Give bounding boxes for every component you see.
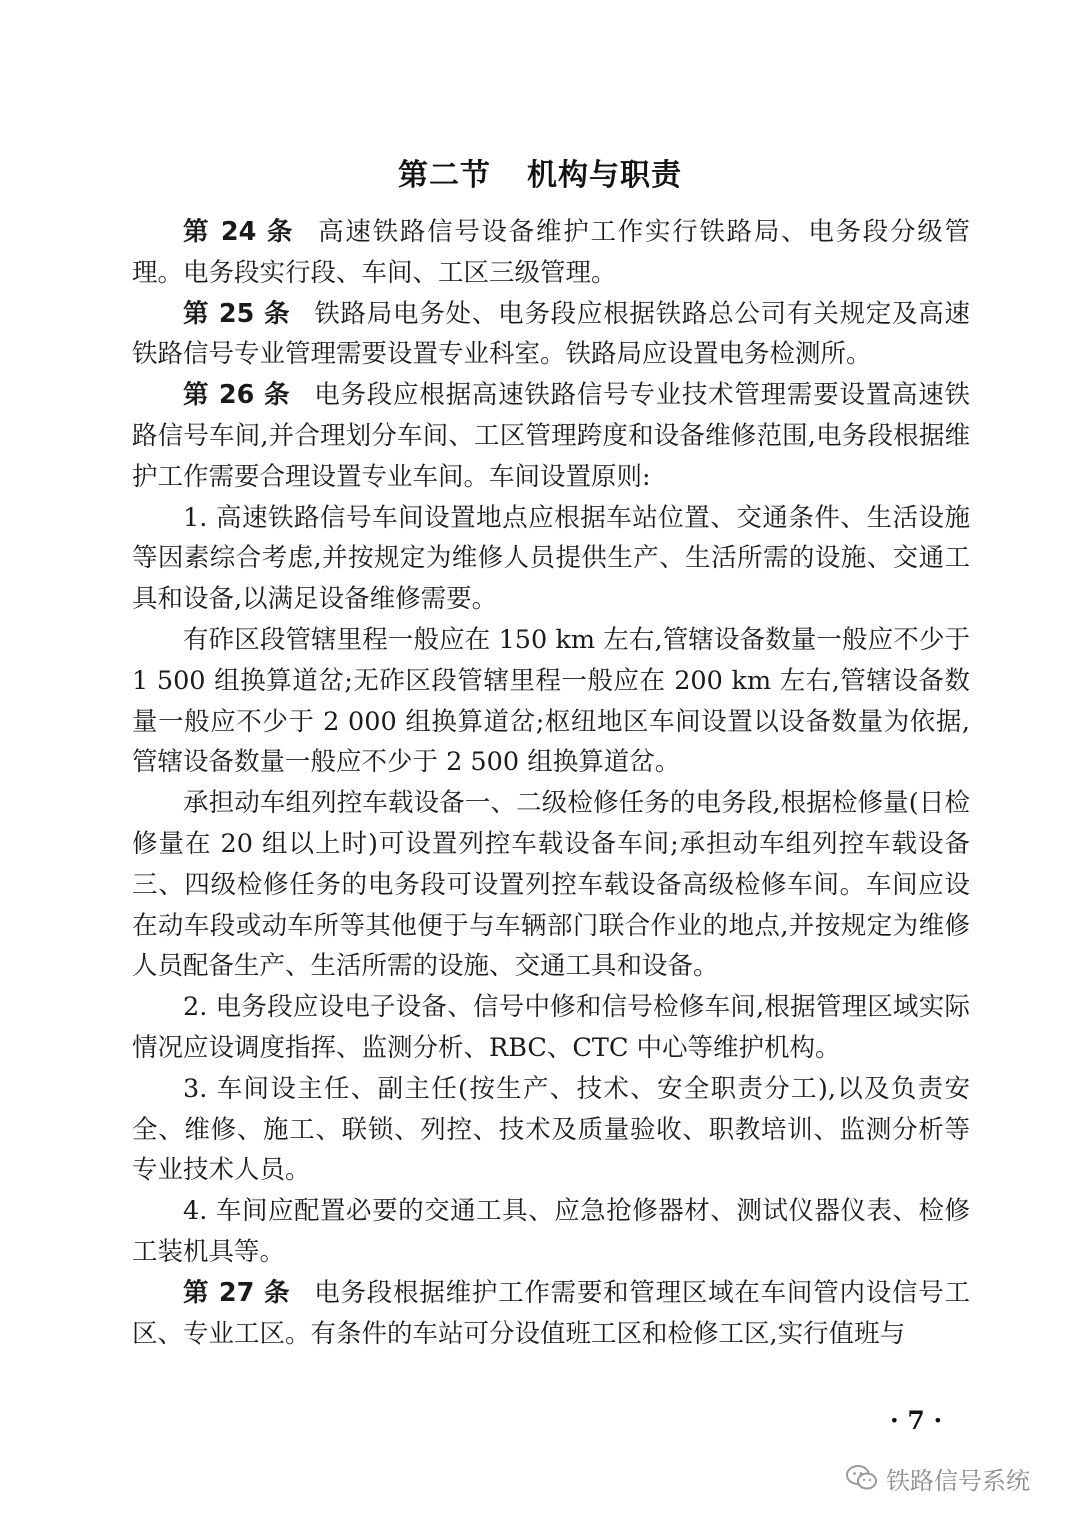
paragraph-text: 电务段应根据高速铁路信号专业技术管理需要设置高速铁路信号车间,并合理划分车间、工区管理跨度和设备维修范围,电务段根据维护工作需要合理设置专业车间。车间设置原则: — [132, 380, 970, 492]
watermark — [846, 1460, 1030, 1496]
section-title — [0, 150, 1080, 194]
wechat-icon — [846, 1464, 878, 1492]
section-heading: 机构与职责 — [527, 158, 682, 193]
article-25-paragraph — [132, 294, 970, 376]
article-number: 第 26 条 — [183, 380, 291, 411]
principle-2-paragraph: 2. 电务段应设电子设备、信号中修和信号检修车间,根据管理区域实际情况应设调度指挥、监测分析、RBC、CTC 中心等维护机构。 — [132, 992, 970, 1063]
paragraph-text: 高速铁路信号设备维护工作实行铁路局、电务段分级管理。电务段实行段、车间、工区三级管理。 — [132, 217, 970, 288]
principle-3-paragraph: 3. 车间设主任、副主任(按生产、技术、安全职责分工),以及负责安全、维修、施工、联锁、列控、技术及质量验收、职教培训、监测分析等专业技术人员。 — [132, 1073, 970, 1186]
article-number: 第 24 条 — [183, 217, 295, 247]
article-27-paragraph — [132, 1273, 970, 1355]
article-24-paragraph — [132, 212, 970, 294]
onboard-equipment-paragraph: 承担动车组列控车载设备一、二级检修任务的电务段,根据检修量(日检修量在 20 组以上时)可设置列控车载设备车间;承担动车组列控车载设备三、四级检修任务的电务段可设置列控车载设备高级检修车间。车间应设在动车段或动车所等其他便于与车辆部门联合作业的地点,并按规定为维修人员配备生产、生活所需的设施、交通工具和设备。 — [132, 788, 970, 982]
body-text — [132, 212, 970, 1354]
article-number: 第 25 条 — [183, 298, 291, 329]
ballast-section-paragraph: 有砟区段管辖里程一般应在 150 km 左右,管辖设备数量一般应不少于 1 500 组换算道岔;无砟区段管辖里程一般应在 200 km 左右,管辖设备数量一般应不少于 2 000 组换算道岔;枢纽地区车间设置以设备数量为依据,管辖设备数量一般应不少于 2 500 组换算道岔。 — [132, 624, 970, 778]
principle-1-paragraph: 1. 高速铁路信号车间设置地点应根据车站位置、交通条件、生活设施等因素综合考虑,并按规定为维修人员提供生产、生活所需的设施、交通工具和设备,以满足设备维修需要。 — [132, 502, 970, 615]
section-label: 第二节 — [398, 158, 491, 193]
article-number: 第 27 条 — [183, 1277, 291, 1308]
paragraph-text: 铁路局电务处、电务段应根据铁路总公司有关规定及高速铁路信号专业管理需要设置专业科室。铁路局应设置电务检测所。 — [132, 298, 970, 370]
paragraph-text: 电务段根据维护工作需要和管理区域在车间管内设信号工区、专业工区。有条件的车站可分设值班工区和检修工区,实行值班与 — [132, 1277, 970, 1349]
watermark-text: 铁路信号系统 — [886, 1466, 1030, 1495]
article-26-paragraph — [132, 375, 970, 497]
principle-4-paragraph: 4. 车间应配置必要的交通工具、应急抢修器材、测试仪器仪表、检修工装机具等。 — [132, 1196, 970, 1267]
page-number: · 7 · — [890, 1406, 943, 1435]
